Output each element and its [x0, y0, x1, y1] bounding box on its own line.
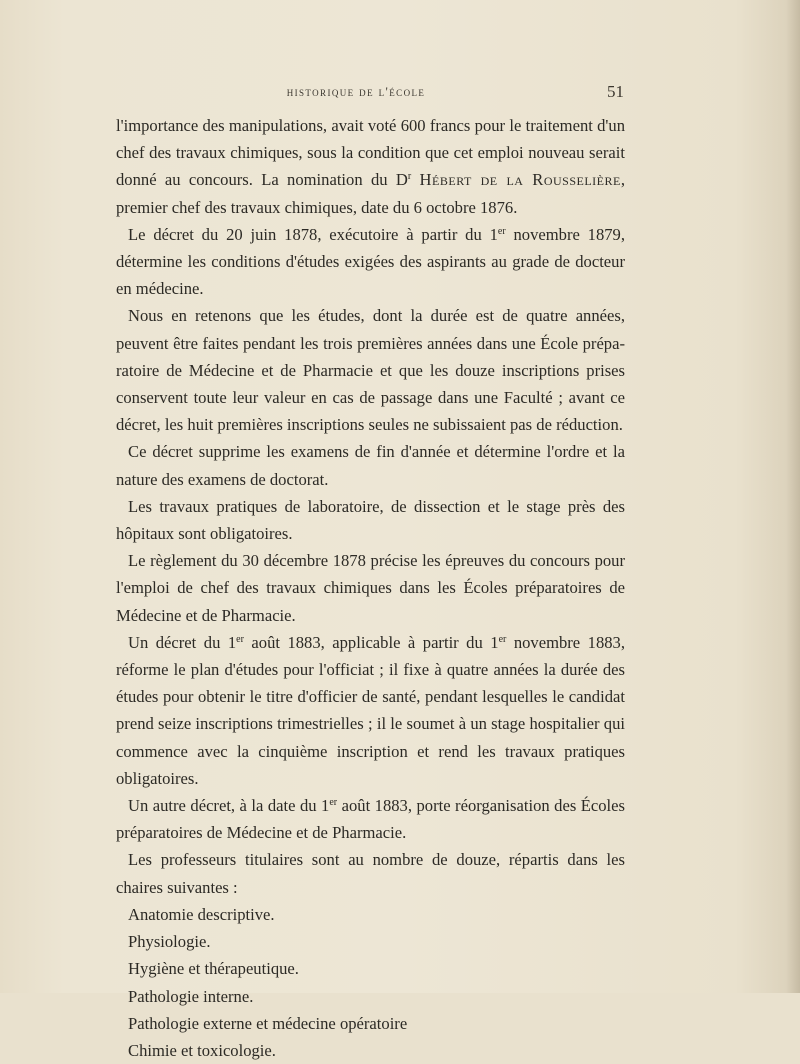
- paragraph-p4: [116, 438, 625, 492]
- text-run: Le règlement du 30 décembre 1878 précise les épreuves du concours pour l'emploi de chef des travaux chimiques dans les Écoles préparatoires de Médecine et de Pharmacie.: [116, 551, 625, 625]
- paragraph-p2: [116, 221, 625, 303]
- chair-list-item: Physiologie.: [128, 932, 211, 952]
- text-run: Ce décret supprime les examens de fin d'année et détermine l'ordre et la nature des examens de doctorat.: [116, 442, 625, 489]
- text-run: l'importance des manipulations, avait voté 600 francs pour le traitement d'un chef des travaux chimiques, sous la condition que cet emploi nouveau serait donné au concours. La nomination du D: [116, 116, 625, 190]
- body-text: [116, 112, 625, 1064]
- paragraph-p1: [116, 112, 625, 221]
- superscript: er: [497, 225, 506, 237]
- running-title: historique de l'école: [286, 84, 426, 99]
- text-run: août 1883, applicable à partir du 1: [243, 632, 499, 652]
- text-run: Le décret du 20 juin 1878, exécutoire à partir du 1: [128, 224, 498, 244]
- superscript: er: [236, 633, 244, 645]
- superscript: er: [498, 633, 507, 645]
- text-run: Un autre décret, à la date du 1: [128, 796, 330, 816]
- page-edge-shadow: [786, 0, 800, 993]
- paragraph-p9: [116, 846, 625, 900]
- paragraph-p3: [116, 302, 625, 438]
- text-run: Les travaux pratiques de laboratoire, de dissection et le stage près des hôpitaux sont obligatoires.: [116, 496, 625, 544]
- chair-list-item: Anatomie descriptive.: [128, 904, 275, 924]
- chair-list-item: Hygiène et thérapeutique.: [128, 959, 299, 979]
- chair-list-item: Chimie et toxicologie.: [128, 1040, 276, 1060]
- text-run: Un décret du 1: [128, 632, 237, 652]
- text-run: Nous en retenons que les études, dont la durée est de quatre années, peuvent être faites pendant les trois premières années dans une École prépa-ratoire de Médecine et de Pharmacie et que les douze inscriptions prises conservent toute leur valeur en cas de passage dans une Faculté ; avant ce décret, les huit premières inscriptions seules ne subissaient pas de réduction.: [116, 306, 625, 435]
- page-number: 51: [607, 82, 624, 101]
- text-run: novembre 1883, réforme le plan d'études pour l'officiat ; il fixe à quatre années la durée des études pour obtenir le titre d'officier de santé, pendant lesquelles le candidat prend seize inscriptions trimestrielles ; il le soumet à un stage hospitalier qui commence avec la cinquième inscription et rend les travaux pratiques obligatoires.: [116, 632, 625, 788]
- text-run: [411, 170, 419, 189]
- superscript: er: [329, 797, 338, 809]
- text-run: novembre 1879, détermine les conditions d'études exigées des aspirants au grade de docteur en médecine.: [116, 224, 626, 299]
- paragraph-p5: [116, 493, 625, 547]
- text-run: Les professeurs titulaires sont au nombre de douze, répartis dans les chaires suivantes :: [116, 850, 625, 897]
- person-name: Hébert de la Rousselière: [419, 170, 621, 190]
- running-head: [116, 82, 624, 102]
- paragraph-p7: [116, 629, 625, 792]
- text-run: août 1883, porte réorganisation des Écoles préparatoires de Médecine et de Pharmacie.: [116, 796, 625, 843]
- paragraph-p8: [116, 792, 625, 846]
- chair-list-item: Pathologie interne.: [128, 986, 254, 1006]
- superscript: r: [407, 171, 412, 183]
- paragraph-p6: [116, 547, 625, 629]
- chair-list-item: Pathologie externe et médecine opératoire: [128, 1013, 408, 1033]
- text-run: , premier chef des travaux chimiques, date du 6 octobre 1876.: [116, 170, 625, 217]
